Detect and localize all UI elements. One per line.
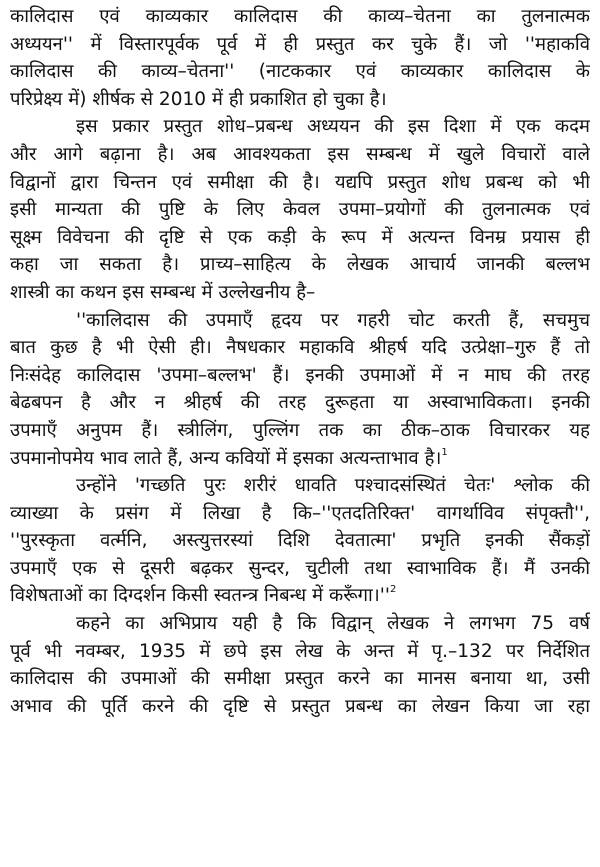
paragraph-start-line: इस प्रकार प्रस्तुत शोध–प्रबन्ध अध्ययन की इस दिशा में एक कदम: [76, 116, 590, 138]
text-line: अध्ययन'' में विस्तारपूर्वक पूर्व में ही प्रस्तुत कर चुके हैं। जो ''महाकवि: [10, 33, 590, 55]
text-line: कहा जा सकता है। प्राच्य–साहित्य के लेखक आचार्य जानकी बल्लभ: [10, 254, 590, 276]
text-line: परिप्रेक्ष्य में) शीर्षक से 2010 में ही प्रकाशित हो चुका है।: [10, 88, 387, 110]
text-line: कालिदास की उपमाओं की समीक्षा प्रस्तुत करने का मानस बनाया था, उसी: [10, 668, 590, 690]
text-line: और आगे बढ़ाना है। अब आवश्यकता इस सम्बन्ध में खुले विचारों वाले: [10, 143, 590, 165]
text-line: कालिदास की काव्य–चेतना'' (नाटककार एवं काव्यकार कालिदास के: [10, 61, 590, 83]
text-line: कालिदास एवं काव्यकार कालिदास की काव्य–चेतना का तुलनात्मक: [10, 6, 590, 27]
line-text: उपमानोपमेय भाव लाते हैं, अन्य कवियों में इसका अत्यन्ताभाव है।: [10, 447, 442, 469]
text-line: उपमाएँ अनुपम हैं। स्त्रीलिंग, पुल्लिंग तक का ठीक–ठाक विचारकर यह: [10, 419, 590, 441]
text-line: पूर्व भी नवम्बर, 1935 में छपे इस लेख के अन्त में पृ.–132 पर निर्देशित: [10, 640, 590, 662]
text-line: बेढबपन है और न श्रीहर्ष की तरह दुरूहता या अस्वाभाविकता। इनकी: [10, 392, 590, 414]
text-line: उपमाएँ एक से दूसरी बढ़कर सुन्दर, चुटीली तथा स्वाभाविक हैं। मैं उनकी: [10, 557, 590, 579]
footnote-ref: 2: [389, 584, 397, 596]
paragraph-start-line: उन्होंने 'गच्छति पुरः शरीरं धावति पश्चादसंस्थितं चेतः' श्लोक की: [76, 475, 590, 497]
line-text: विशेषताओं का दिग्दर्शन किसी स्वतन्त्र निबन्ध में करूँगा।'': [10, 585, 390, 607]
text-line: [10, 445, 590, 473]
text-line: शास्त्री का कथन इस सम्बन्ध में उल्लेखनीय है–: [10, 281, 316, 303]
text-line: अभाव की पूर्ति करने की दृष्टि से प्रस्तुत प्रबन्ध का लेखन किया जा रहा: [10, 695, 590, 717]
text-line: व्याख्या के प्रसंग में लिखा है कि–''एतदतिरिक्त' वागर्थाविव संपृक्तौ'',: [10, 502, 590, 524]
paragraph-start-line: कहने का अभिप्राय यही है कि विद्वान् लेखक ने लगभग 75 वर्ष: [76, 613, 590, 635]
text-line: विद्वानों द्वारा चिन्तन एवं समीक्षा की है। यद्यपि प्रस्तुत शोध प्रबन्ध को भी: [10, 171, 590, 193]
text-line: सूक्ष्म विवेचना की दृष्टि से एक कड़ी के रूप में अत्यन्त विनम्र प्रयास ही: [10, 226, 590, 248]
text-line: निःसंदेह कालिदास 'उपमा–बल्लभ' हैं। इनकी उपमाओं में न माघ की तरह: [10, 364, 590, 386]
quote-start-line: ''कालिदास की उपमाएँ हृदय पर गहरी चोट करती हैं, सचमुच: [76, 309, 590, 331]
text-line: बात कुछ है भी ऐसी ही। नैषधकार महाकवि श्रीहर्ष यदि उत्प्रेक्षा–गुरु हैं तो: [10, 337, 590, 359]
text-line: [10, 582, 590, 610]
document-page: [10, 3, 590, 720]
text-line: ''पुरस्कृता वर्त्मनि, अस्त्युत्तरस्यां दिशि देवतात्मा' प्रभृति इनकी सैंकड़ों: [10, 530, 590, 552]
footnote-ref: 1: [441, 446, 448, 458]
text-line: इसी मान्यता की पुष्टि के लिए केवल उपमा–प्रयोगों की तुलनात्मक एवं: [10, 199, 590, 221]
